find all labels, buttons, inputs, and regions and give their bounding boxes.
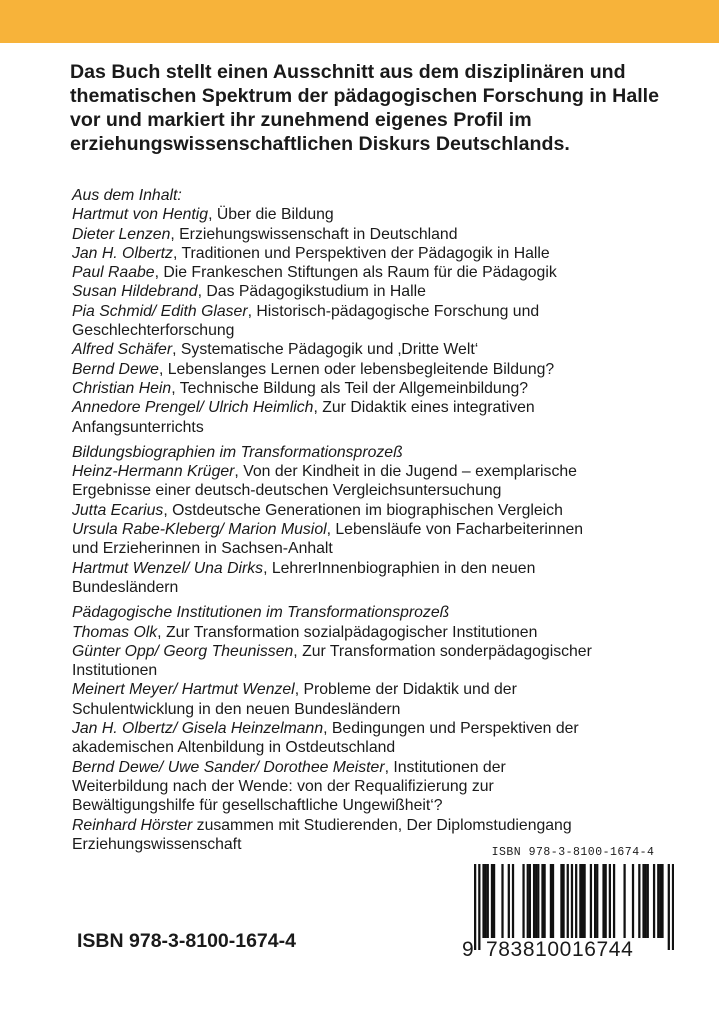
barcode-bar xyxy=(581,864,583,938)
section-heading-bildungsbiographien: Bildungsbiographien im Transformationsprozeß xyxy=(72,443,403,461)
entry-author: Hartmut von Hentig xyxy=(72,206,209,224)
barcode-bar xyxy=(605,864,607,938)
entry-title: Von der Kindheit in die Jugend – exemplarische xyxy=(243,463,577,481)
entry-title: Institutionen der xyxy=(393,758,506,776)
entry-author: Bernd Dewe xyxy=(72,360,159,378)
entry-author: Alfred Schäfer xyxy=(72,341,173,359)
entry-title: Zur Didaktik eines integrativen xyxy=(322,399,535,417)
barcode-bar xyxy=(672,864,674,950)
entry-continuation: Bundesländern xyxy=(72,578,179,596)
entry-separator: , xyxy=(172,244,182,262)
contents-entry xyxy=(72,758,712,777)
entry-continuation: Weiterbildung nach der Wende: von der Requalifizierung zur xyxy=(72,777,494,795)
barcode-digit-string: 783810016744 xyxy=(486,938,634,961)
contents-entry xyxy=(72,719,712,738)
barcode-bar xyxy=(653,864,655,938)
entry-separator: , xyxy=(313,399,323,417)
entry-title: Lebensläufe von Facharbeiterinnen xyxy=(335,521,584,539)
barcode-bar xyxy=(478,864,480,950)
barcode-bar xyxy=(613,864,615,938)
barcode-bar xyxy=(594,864,596,938)
barcode-bar xyxy=(560,864,562,938)
contents-entry xyxy=(72,379,712,398)
entry-author: Christian Hein xyxy=(72,379,172,397)
contents-entry xyxy=(72,520,712,539)
entry-title: Zur Transformation sonderpädagogischer xyxy=(302,642,592,660)
barcode-bar xyxy=(623,864,625,938)
entry-author: Günter Opp/ Georg Theunissen xyxy=(72,642,294,660)
entry-separator: , xyxy=(323,720,332,738)
barcode-bar xyxy=(541,864,543,938)
barcode-bar xyxy=(474,864,476,950)
entry-title: Die Frankeschen Stiftungen als Raum für die Pädagogik xyxy=(163,264,557,282)
barcode-bar xyxy=(562,864,564,938)
barcode-bar xyxy=(659,864,661,938)
contents-entry xyxy=(72,263,712,282)
entry-separator: , xyxy=(157,623,166,641)
entry-author: Dieter Lenzen xyxy=(72,225,171,243)
entry-author: Ursula Rabe-Kleberg/ Marion Musiol xyxy=(72,521,327,539)
entry-author: Jutta Ecarius xyxy=(72,501,164,519)
entry-continuation: Bewältigungshilfe für gesellschaftliche Ungewißheit‘? xyxy=(72,797,443,815)
entry-separator: , xyxy=(247,302,257,320)
entries-group-3 xyxy=(72,623,712,855)
barcode-bar xyxy=(590,864,592,938)
entry-title: Lebenslanges Lernen oder lebensbegleitende Bildung? xyxy=(167,360,555,378)
contents-entry xyxy=(72,680,712,699)
barcode-bar xyxy=(596,864,598,938)
contents-entry xyxy=(72,501,712,520)
barcode-bar xyxy=(512,864,514,938)
contents-entry xyxy=(72,225,712,244)
contents-entry xyxy=(72,302,712,321)
entry-separator: , xyxy=(158,360,168,378)
barcode-bar xyxy=(645,864,647,938)
entry-title: Technische Bildung als Teil der Allgemeinbildung? xyxy=(179,379,529,397)
entry-continuation: Institutionen xyxy=(72,662,158,680)
entry-author: Hartmut Wenzel/ Una Dirks xyxy=(72,559,264,577)
barcode-bar xyxy=(501,864,503,938)
barcode-bar xyxy=(579,864,581,938)
entries-group-1 xyxy=(72,205,712,437)
barcode-bar xyxy=(583,864,585,938)
barcode-bar xyxy=(543,864,545,938)
contents-entry xyxy=(72,340,712,359)
contents-entry xyxy=(72,816,712,835)
entry-separator: , xyxy=(163,501,173,519)
barcode-bar xyxy=(668,864,670,950)
entry-author: Jan H. Olbertz/ Gisela Heinzelmann xyxy=(72,720,324,738)
entry-author: Thomas Olk xyxy=(72,623,158,641)
entry-title: Bedingungen und Perspektiven der xyxy=(331,720,579,738)
barcode-isbn-text: ISBN 978-3-8100-1674-4 xyxy=(491,846,655,859)
entry-title: Ostdeutsche Generationen im biographischen Vergleich xyxy=(172,501,563,519)
barcode-first-digit: 9 xyxy=(462,938,475,961)
barcode-bar xyxy=(609,864,611,938)
entry-continuation: Anfangsunterrichts xyxy=(72,418,204,436)
barcode-bar xyxy=(550,864,552,938)
contents-entry xyxy=(72,642,712,661)
entry-author: Reinhard Hörster xyxy=(72,816,193,834)
contents-heading: Aus dem Inhalt: xyxy=(72,187,182,204)
entry-author: Paul Raabe xyxy=(72,264,155,282)
entry-continuation: Erziehungswissenschaft xyxy=(72,835,242,853)
entry-title: Zur Transformation sozialpädagogischer Institutionen xyxy=(165,623,538,641)
barcode-bar xyxy=(552,864,554,938)
entry-title: Probleme der Didaktik und der xyxy=(303,681,517,699)
entry-separator: , xyxy=(197,283,207,301)
barcode-bar xyxy=(487,864,489,938)
entry-continuation: Schulentwicklung in den neuen Bundesländern xyxy=(72,700,401,718)
entry-separator: , xyxy=(172,341,181,359)
barcode-bar xyxy=(602,864,604,938)
entry-continuation: Geschlechterforschung xyxy=(72,322,235,340)
entry-author: Pia Schmid/ Edith Glaser xyxy=(72,302,248,320)
entry-title: Systematische Pädagogik und ‚Dritte Welt‘ xyxy=(180,341,479,359)
barcode-bar xyxy=(647,864,649,938)
barcode-bar xyxy=(661,864,663,938)
barcode-bar xyxy=(529,864,531,938)
entry-title: Historisch-pädagogische Forschung und xyxy=(256,302,540,320)
barcode-bar xyxy=(533,864,535,938)
top-color-band xyxy=(0,0,719,43)
isbn-label: ISBN 978-3-8100-1674-4 xyxy=(77,930,296,952)
contents-entry xyxy=(72,244,712,263)
barcode-bar xyxy=(537,864,539,938)
entry-title: Das Pädagogikstudium in Halle xyxy=(206,283,426,301)
barcode-bar xyxy=(482,864,484,938)
barcode-bar xyxy=(493,864,495,938)
barcode-bar xyxy=(632,864,634,938)
entry-separator: , xyxy=(234,463,244,481)
entry-author: Meinert Meyer/ Hartmut Wenzel xyxy=(72,681,295,699)
barcode-bar xyxy=(527,864,529,938)
entry-separator: , xyxy=(208,206,217,224)
entry-separator: , xyxy=(294,681,304,699)
isbn-barcode xyxy=(462,846,684,966)
barcode-bar xyxy=(535,864,537,938)
barcode-bar xyxy=(638,864,640,938)
entry-separator: , xyxy=(263,559,272,577)
entry-continuation: und Erzieherinnen in Sachsen-Anhalt xyxy=(72,540,333,558)
entry-continuation: Ergebnisse einer deutsch-deutschen Vergleichsuntersuchung xyxy=(72,482,502,500)
entry-separator: , xyxy=(293,642,303,660)
barcode-bar xyxy=(567,864,569,938)
barcode-bar xyxy=(491,864,493,938)
entry-author: Bernd Dewe/ Uwe Sander/ Dorothee Meister xyxy=(72,758,385,776)
entry-separator: , xyxy=(384,758,394,776)
entry-separator: , xyxy=(154,264,164,282)
entry-separator: , xyxy=(170,225,180,243)
entries-group-2 xyxy=(72,462,712,597)
contents-entry xyxy=(72,282,712,301)
entry-author: Jan H. Olbertz xyxy=(72,244,173,262)
contents-entry xyxy=(72,398,712,417)
entry-separator: , xyxy=(171,379,180,397)
table-of-contents xyxy=(72,186,712,854)
entry-author: Susan Hildebrand xyxy=(72,283,198,301)
contents-entry xyxy=(72,462,712,481)
contents-entry xyxy=(72,205,712,224)
entry-title: Erziehungswissenschaft in Deutschland xyxy=(179,225,458,243)
section-heading-institutionen: Pädagogische Institutionen im Transformationsprozeß xyxy=(72,604,450,622)
entry-author: Heinz-Hermann Krüger xyxy=(72,463,235,481)
entry-title: LehrerInnenbiographien in den neuen xyxy=(271,559,536,577)
barcode-bar xyxy=(508,864,510,938)
barcode-bar xyxy=(642,864,644,938)
barcode-bar xyxy=(522,864,524,938)
entry-separator: , xyxy=(326,521,336,539)
entry-title: Über die Bildung xyxy=(216,206,334,224)
barcode-bar xyxy=(657,864,659,938)
book-description: Das Buch stellt einen Ausschnitt aus dem disziplinären und thematischen Spektrum der pädagogischen Forschung in Halle vor und markiert ihr zunehmend eigenes Profil im erziehungswissenschaftlichen Diskurs Deutschlands. xyxy=(70,61,660,155)
contents-entry xyxy=(72,623,712,642)
entry-author: Annedore Prengel/ Ulrich Heimlich xyxy=(72,399,314,417)
entry-title: zusammen mit Studierenden, Der Diplomstudiengang xyxy=(192,816,572,834)
entry-title: Traditionen und Perspektiven der Pädagogik in Halle xyxy=(181,244,550,262)
barcode-bar xyxy=(485,864,487,938)
contents-entry xyxy=(72,360,712,379)
contents-entry xyxy=(72,559,712,578)
entry-continuation: akademischen Altenbildung in Ostdeutschland xyxy=(72,739,396,757)
